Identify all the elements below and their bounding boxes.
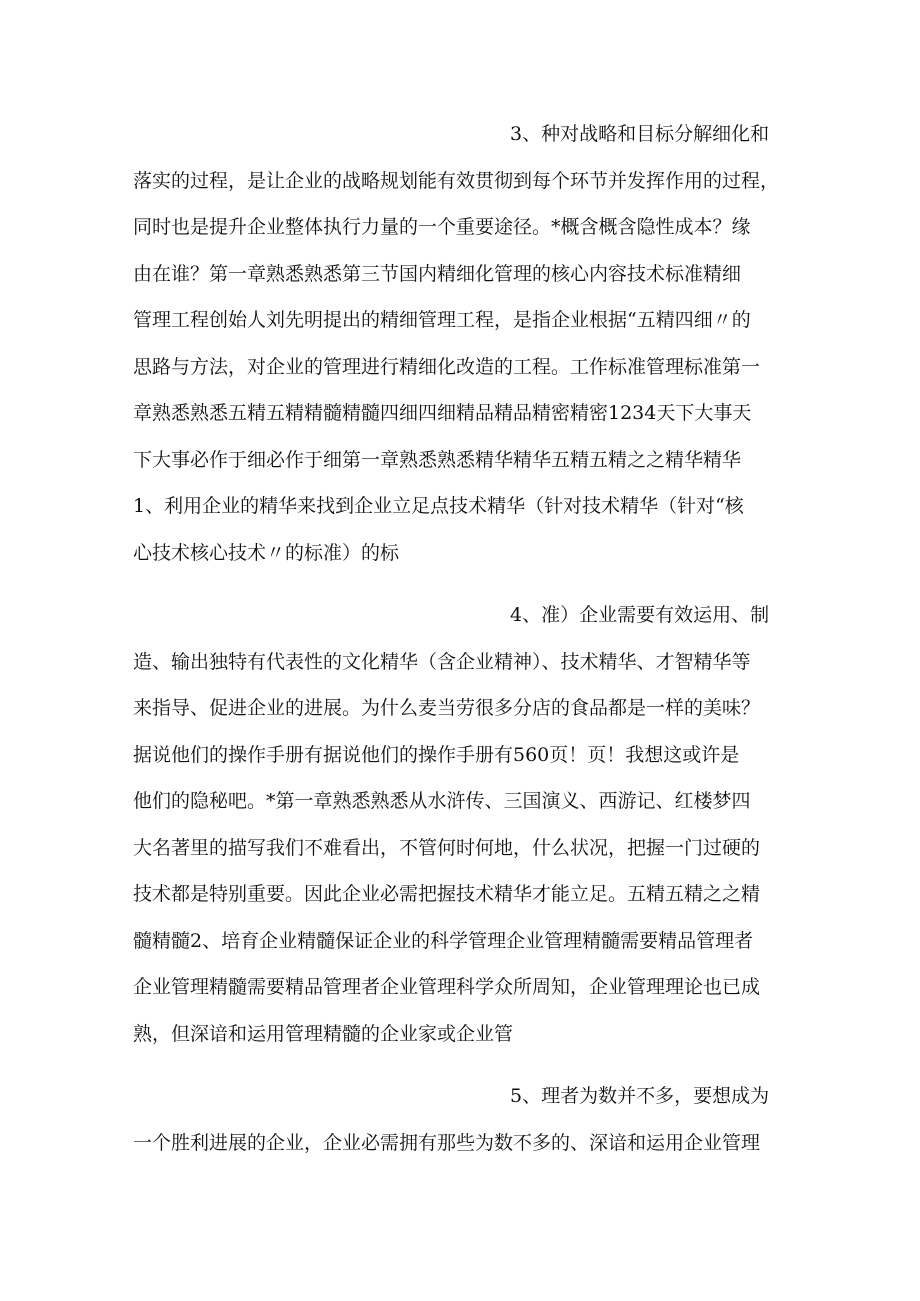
text-line-13: 来指导、促进企业的进展。为什么麦当劳很多分店的食品都是一样的美味？ [133,697,761,719]
text-line-8: 下大事必作于细必作于细第一章熟悉熟悉精华精华五精五精之之精华精华 [133,449,742,471]
text-line-21: 5、理者为数并不多，要想成为 [510,1085,770,1107]
text-line-15: 他们的隐秘吧。*第一章熟悉熟悉从水浒传、三国演义、西游记、红楼梦四 [133,790,751,812]
text-line-22: 一个胜利进展的企业，企业必需拥有那些为数不多的、深谙和运用企业管理 [133,1132,761,1154]
text-line-16: 大名著里的描写我们不难看出，不管何时何地，什么状况，把握一门过硬的 [133,837,761,859]
text-line-4: 由在谁？第一章熟悉熟悉第三节国内精细化管理的核心内容技术标准精细 [133,263,742,285]
text-line-3: 同时也是提升企业整体执行力量的一个重要途径。*概含概含隐性成本？缘 [133,216,751,238]
text-line-2: 落实的过程，是让企业的战略规划能有效贯彻到每个环节并发挥作用的过程， [133,170,780,192]
text-line-20: 熟，但深谙和运用管理精髓的企业家或企业管 [133,1023,514,1045]
text-line-7: 章熟悉熟悉五精五精精髓精髓四细四细精品精品精密精密1234天下大事天 [133,402,752,424]
text-line-1: 3、种对战略和目标分解细化和 [510,123,770,145]
text-line-5: 管理工程创始人刘先明提出的精细管理工程，是指企业根据“五精四细〃的 [133,309,751,331]
text-line-18: 髓精髓2、培育企业精髓保证企业的科学管理企业管理精髓需要精品管理者 [133,930,754,952]
text-line-11: 4、准）企业需要有效运用、制 [510,604,770,626]
text-line-17: 技术都是特别重要。因此企业必需把握技术精华才能立足。五精五精之之精 [133,883,761,905]
text-line-14: 据说他们的操作手册有据说他们的操作手册有560页！页！我想这或许是 [133,744,740,766]
text-line-12: 造、输出独特有代表性的文化精华（含企业精神）、技术精华、才智精华等 [133,651,751,673]
text-line-10: 心技术核心技术〃的标准）的标 [133,542,400,564]
text-line-19: 企业管理精髓需要精品管理者企业管理科学众所周知，企业管理理论也已成 [133,976,761,998]
text-line-9: 1、利用企业的精华来找到企业立足点技术精华（针对技术精华（针对“核 [133,495,744,517]
text-line-6: 思路与方法，对企业的管理进行精细化改造的工程。工作标准管理标准第一 [133,356,761,378]
